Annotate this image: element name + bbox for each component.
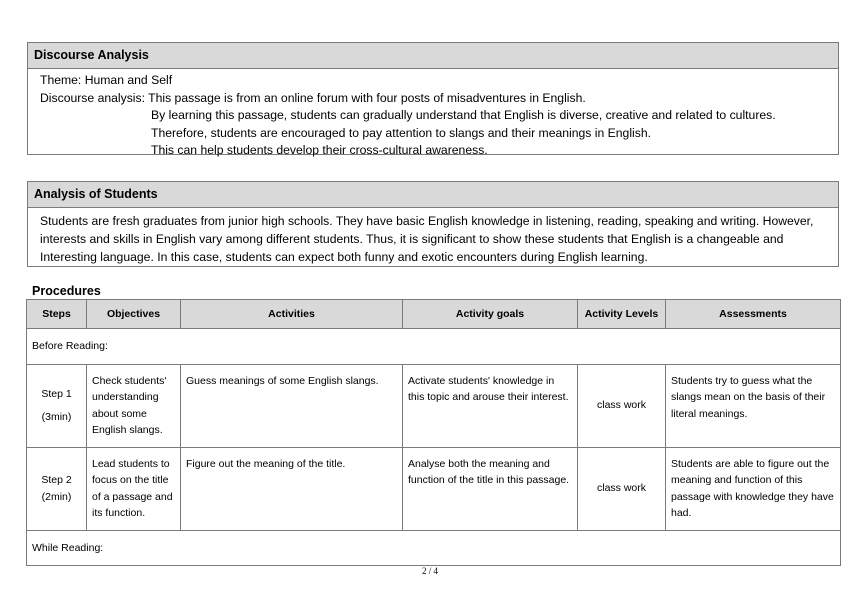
- activity-level-cell: class work: [578, 364, 666, 447]
- discourse-analysis-section: [27, 42, 839, 155]
- table-row: [27, 530, 841, 566]
- table-row: [27, 364, 841, 447]
- procedures-title: Procedures: [32, 284, 101, 298]
- step-time: (3min): [41, 410, 72, 423]
- step-cell: [27, 447, 87, 530]
- procedures-table: [26, 299, 841, 566]
- objective-cell: Lead students to focus on the title of a passage and its function.: [87, 447, 181, 530]
- column-header-activity-levels: Activity Levels: [578, 300, 666, 329]
- discourse-line: By learning this passage, students can gradually understand that English is diverse, creative and related to cultures.: [151, 108, 776, 122]
- column-header-steps: Steps: [27, 300, 87, 329]
- step-label: Step 2: [41, 474, 72, 486]
- objective-cell: Check students' understanding about some English slangs.: [87, 364, 181, 447]
- activity-cell: Guess meanings of some English slangs.: [181, 364, 403, 447]
- analysis-of-students-section: [27, 181, 839, 267]
- step-time: (2min): [41, 490, 72, 503]
- discourse-line: Therefore, students are encouraged to pay attention to slangs and their meanings in English.: [151, 125, 652, 140]
- theme-line: Theme: Human and Self: [40, 73, 173, 87]
- discourse-analysis-header: Discourse Analysis: [28, 43, 838, 69]
- discourse-analysis-lead: Discourse analysis: This passage is from an online forum with four posts of misadventures in English.: [40, 90, 586, 105]
- column-header-activity-goals: Activity goals: [403, 300, 578, 329]
- analysis-of-students-header: Analysis of Students: [28, 182, 838, 208]
- assessment-cell: Students are able to figure out the meaning and function of this passage with knowledge they have had.: [666, 447, 841, 530]
- table-row: [27, 329, 841, 365]
- activity-goal-cell: Analyse both the meaning and function of the title in this passage.: [403, 447, 578, 530]
- discourse-line: This can help students develop their cross-cultural awareness.: [151, 143, 488, 157]
- activity-cell: Figure out the meaning of the title.: [181, 447, 403, 530]
- column-header-objectives: Objectives: [87, 300, 181, 329]
- activity-goal-cell: Activate students' knowledge in this topic and arouse their interest.: [403, 364, 578, 447]
- step-label: Step 1: [41, 388, 72, 400]
- step-cell: [27, 364, 87, 447]
- column-header-assessments: Assessments: [666, 300, 841, 329]
- table-header-row: [27, 300, 841, 329]
- analysis-of-students-text: Students are fresh graduates from junior high schools. They have basic English knowledge in listening, reading, speaking and writing. However, interests and skills in English vary among different students. Thus, it is significant to show these students that English is a changeable and Interesting language. In this case, students can expect both funny and exotic encounters during English learning.: [40, 214, 814, 264]
- before-reading-label: Before Reading:: [27, 329, 841, 365]
- page-number: 2 / 4: [421, 566, 438, 576]
- table-row: [27, 447, 841, 530]
- column-header-activities: Activities: [181, 300, 403, 329]
- while-reading-label: While Reading:: [27, 530, 841, 566]
- activity-level-cell: class work: [578, 447, 666, 530]
- assessment-cell: Students try to guess what the slangs mean on the basis of their literal meanings.: [666, 364, 841, 447]
